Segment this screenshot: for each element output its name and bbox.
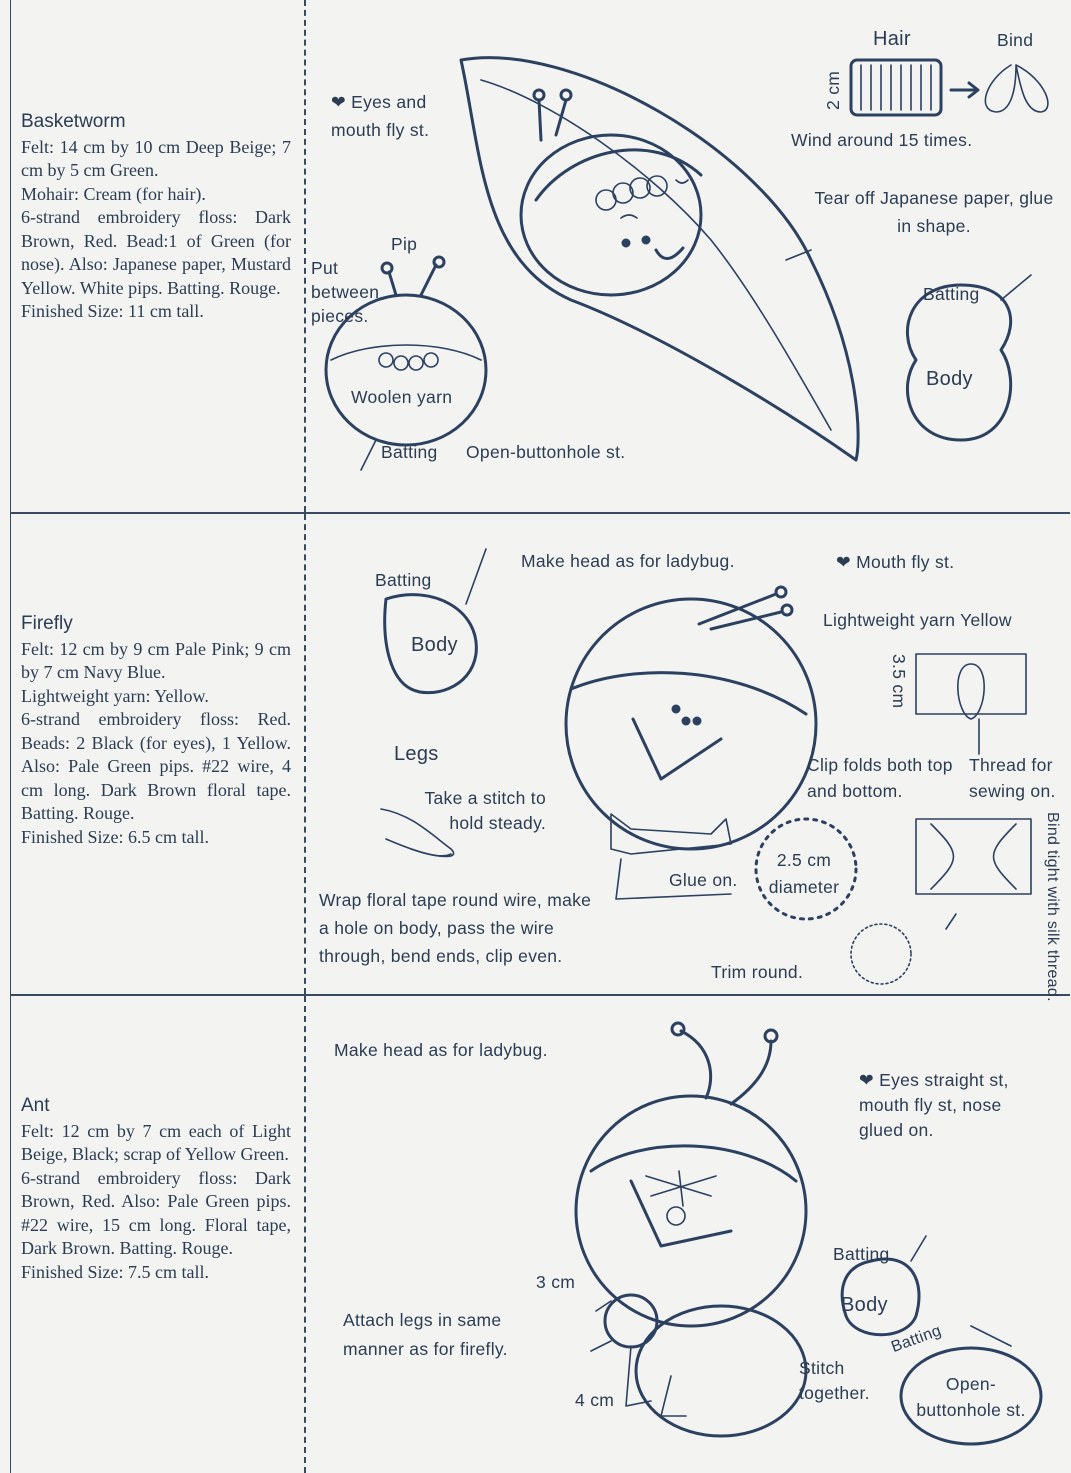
materials-line: Lightweight yarn: Yellow.: [21, 685, 209, 706]
four-cm-label: 4 cm: [575, 1390, 615, 1410]
glue-on-label: Glue on.: [669, 870, 738, 890]
put-between-note: Put between pieces.: [311, 258, 380, 326]
materials-line: Finished Size: 6.5 cm tall.: [21, 826, 209, 847]
take-stitch-note: Take a stitch to hold steady.: [424, 788, 546, 833]
open-buttonhole-label: Open-buttonhole st.: [466, 442, 626, 462]
ant-section: [10, 996, 1070, 1473]
thread-for-note: Thread for sewing on.: [969, 755, 1056, 801]
diameter-label: 2.5 cm diameter: [768, 850, 840, 897]
firefly-section: [10, 514, 1070, 1002]
tear-note: Tear off Japanese paper, glue in shape.: [814, 188, 1054, 236]
wind-note: Wind around 15 times.: [791, 130, 973, 150]
yarn-label: Lightweight yarn Yellow: [823, 610, 1012, 630]
two-cm-label: 2 cm: [823, 70, 843, 110]
materials-line: 6-strand embroidery floss: Dark Brown, Red. Bead:1 of Green (for nose). Also: Japanese paper, Mustard Yellow. White pips. Batting. Rouge.: [21, 207, 291, 298]
materials-line: Felt: 14 cm by 10 cm Deep Beige; 7 cm by 5 cm Green.: [21, 136, 291, 180]
trim-label: Trim round.: [711, 962, 804, 982]
stitch-together-note: Stitch together.: [799, 1358, 870, 1403]
batting-label: Batting: [375, 570, 432, 590]
bind-label: Bind: [997, 30, 1034, 50]
pip-label: Pip: [391, 234, 418, 254]
batting-body-label: Batting: [923, 284, 980, 304]
three-cm-label: 3 cm: [536, 1272, 576, 1292]
woolen-yarn-label: Woolen yarn: [351, 387, 453, 407]
batting-label: Batting: [833, 1244, 890, 1264]
materials-line: Finished Size: 7.5 cm tall.: [21, 1261, 209, 1282]
batting-label-2: Batting: [889, 1322, 944, 1356]
materials-line: Felt: 12 cm by 7 cm each of Light Beige, Black; scrap of Yellow Green.: [21, 1120, 291, 1164]
bind-tight-note: Bind tight with silk thread.: [1044, 812, 1061, 1002]
body-label: Body: [926, 368, 973, 390]
body-label: Body: [411, 634, 458, 656]
wrap-note: Wrap floral tape round wire, make a hole on body, pass the wire through, bend ends, clip even.: [319, 890, 592, 966]
open-buttonhole-label: Open-buttonhole st.: [916, 1374, 1026, 1420]
basketworm-section: [10, 0, 1070, 514]
materials-line: Felt: 12 cm by 9 cm Pale Pink; 9 cm by 7 cm Navy Blue.: [21, 638, 291, 682]
three-five-cm-label: 3.5 cm: [889, 654, 909, 709]
materials-line: Finished Size: 11 cm tall.: [21, 301, 204, 321]
batting-head-label: Batting: [381, 442, 438, 462]
section-title: Ant: [21, 1095, 50, 1116]
basketworm-illustration: [11, 0, 1070, 512]
clip-folds-note: Clip folds both top and bottom.: [807, 755, 953, 801]
eyes-mouth-note: ❤ Eyes and mouth fly st.: [331, 92, 430, 140]
eyes-note: ❤ Eyes straight st, mouth fly st, nose glued on.: [859, 1070, 1009, 1140]
make-head-note: Make head as for ladybug.: [334, 1040, 548, 1060]
materials-line: 6-strand embroidery floss: Dark Brown, Red. Also: Pale Green pips. #22 wire, 15 cm long. Floral tape, Dark Brown. Batting. Rouge.: [21, 1167, 291, 1258]
make-head-note: Make head as for ladybug.: [521, 551, 735, 571]
attach-legs-note: Attach legs in same manner as for firefly.: [343, 1310, 508, 1359]
hair-label: Hair: [873, 28, 911, 50]
materials-line: Mohair: Cream (for hair).: [21, 183, 206, 204]
section-title: Firefly: [21, 613, 73, 634]
body-label: Body: [841, 1294, 888, 1316]
legs-label: Legs: [394, 743, 439, 765]
section-title: Basketworm: [21, 111, 126, 132]
materials-line: 6-strand embroidery floss: Red. Beads: 2 Black (for eyes), 1 Yellow. Also: Pale Green pips. #22 wire, 4 cm long. Dark Brown floral tape. Batting. Rouge.: [21, 709, 291, 823]
mouth-note: ❤ Mouth fly st.: [836, 552, 955, 572]
